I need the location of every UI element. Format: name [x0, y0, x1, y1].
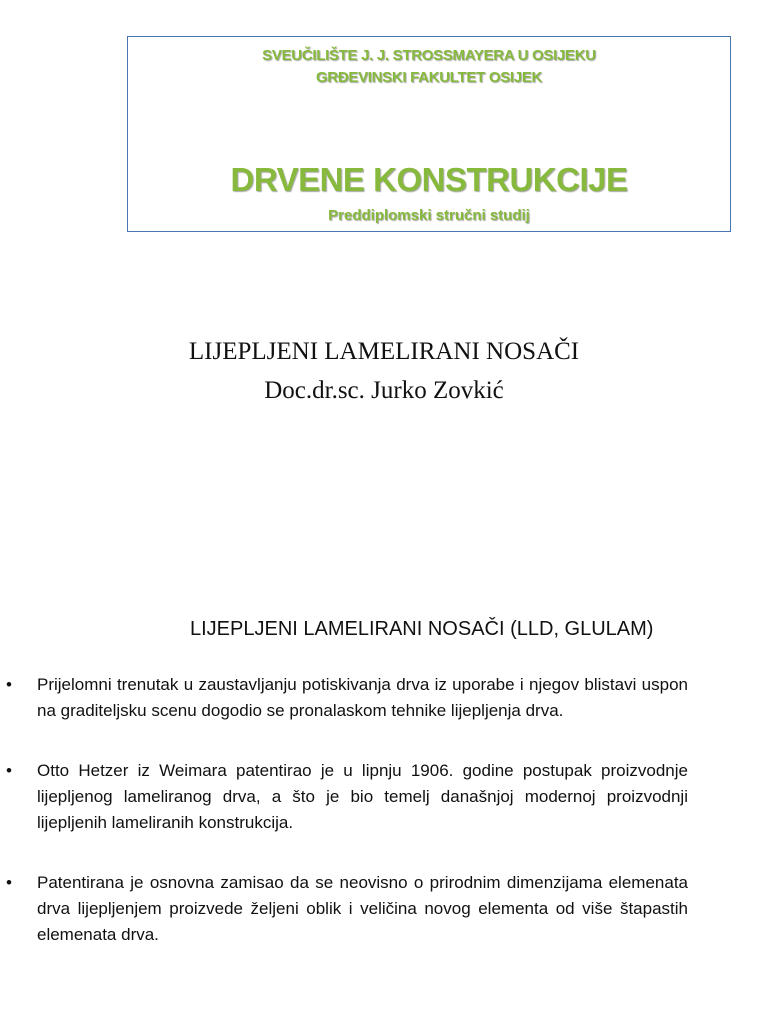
bullet-text: Patentirana je osnovna zamisao da se neovisno o prirodnim dimenzijama elemenata drva lijepljenjem proizvede željeni oblik i veličina novog elementa od više štapastih elemenata drva. [37, 873, 688, 944]
document-title: LIJEPLJENI LAMELIRANI NOSAČI [188, 338, 580, 365]
list-item [0, 672, 768, 724]
bullet-icon: • [6, 675, 12, 694]
bullet-text: Otto Hetzer iz Weimara patentirao je u lipnju 1906. godine postupak proizvodnje lijepljenog lameliranog drva, a što je bio temelj današnjoj modernoj proizvodnji lijepljenih lameliranih konstrukcija. [37, 761, 688, 832]
bullet-icon: • [6, 873, 12, 892]
list-item [0, 870, 768, 948]
course-title: DRVENE KONSTRUKCIJE [230, 161, 628, 198]
header-box [127, 36, 731, 232]
faculty-name: GRĐEVINSKI FAKULTET OSIJEK [315, 69, 543, 86]
section-heading: LIJEPLJENI LAMELIRANI NOSAČI (LLD, GLULAM) [190, 618, 654, 640]
list-item [0, 758, 768, 836]
study-program: Preddiplomski stručni studij [328, 207, 530, 224]
university-name: SVEUČILIŠTE J. J. STROSSMAYERA U OSIJEKU [262, 47, 596, 64]
author-name: Doc.dr.sc. Jurko Zovkić [264, 377, 504, 404]
bullet-icon: • [6, 761, 12, 780]
bullet-list [0, 672, 768, 982]
bullet-text: Prijelomni trenutak u zaustavljanju potiskivanja drva iz uporabe i njegov blistavi uspon na graditeljsku scenu dogodio se pronalaskom tehnike lijepljenja drva. [37, 675, 688, 720]
